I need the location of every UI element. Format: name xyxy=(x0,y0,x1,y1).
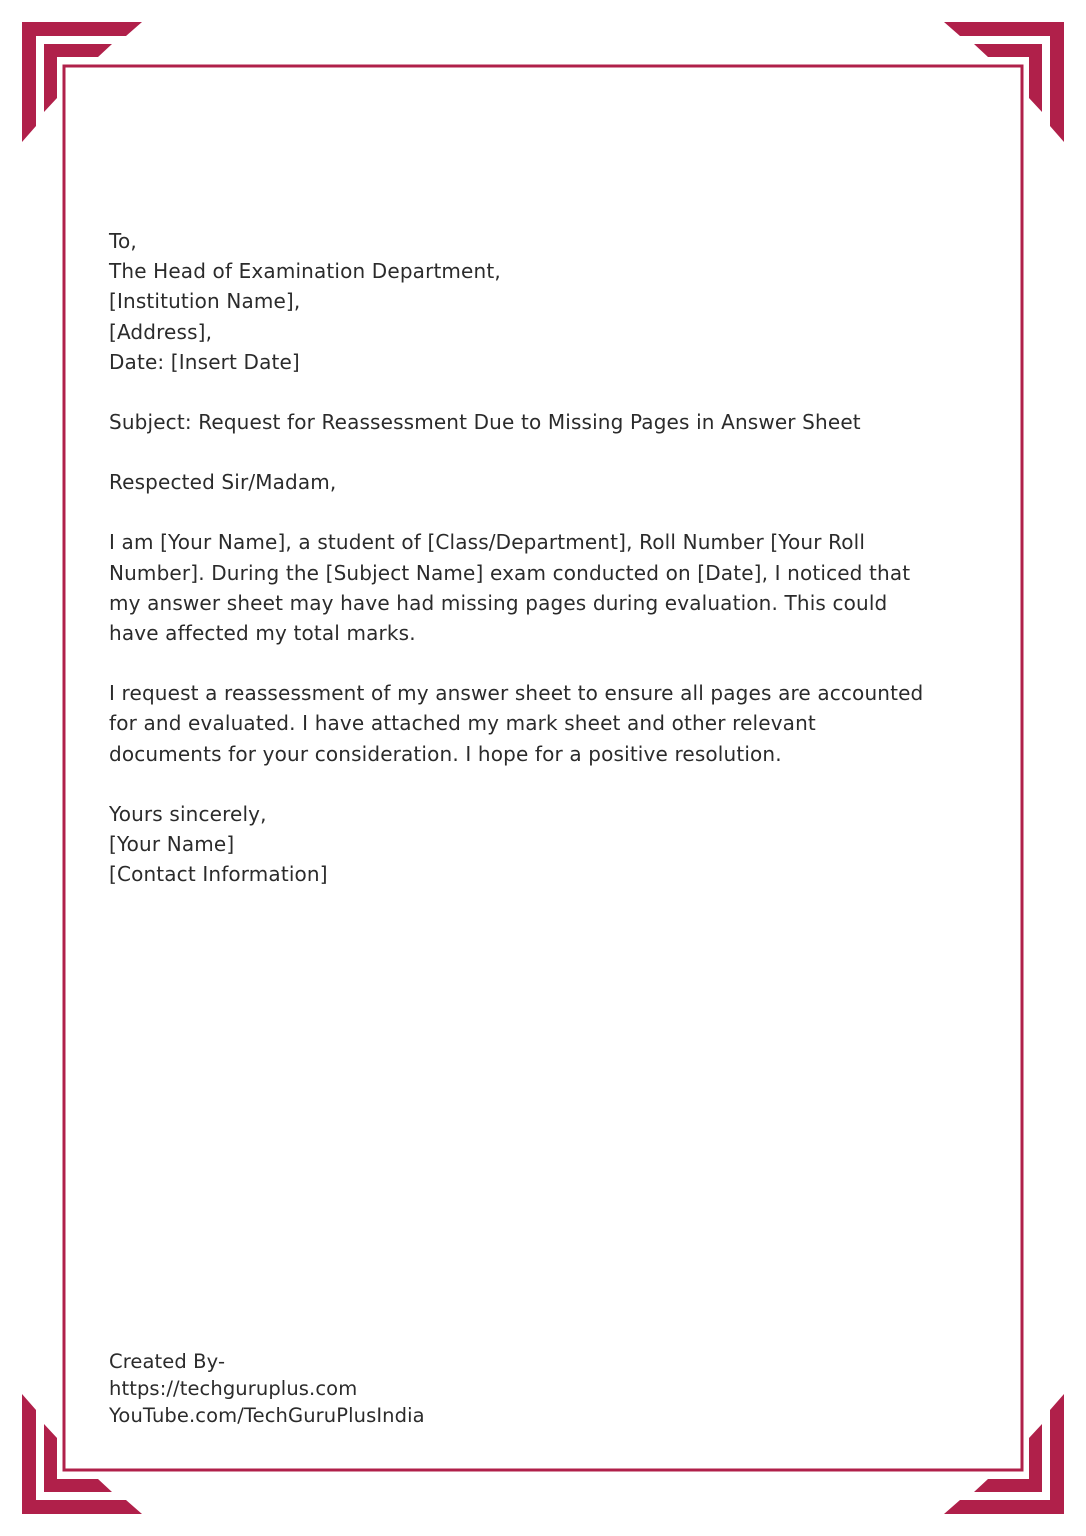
sender-contact: [Contact Information] xyxy=(109,862,328,887)
paragraph-line: documents for your consideration. I hope for a positive resolution. xyxy=(109,741,782,766)
paragraph-1 xyxy=(109,527,1009,648)
corner-ornament-bottom-right xyxy=(944,1394,1064,1514)
letter-date: Date: [Insert Date] xyxy=(109,349,300,374)
paragraph-line: for and evaluated. I have attached my mark sheet and other relevant xyxy=(109,711,816,736)
paragraph-line: have affected my total marks. xyxy=(109,621,416,646)
paragraph-line: Number]. During the [Subject Name] exam conducted on [Date], I noticed that xyxy=(109,560,911,585)
salutation: Respected Sir/Madam, xyxy=(109,470,337,495)
youtube-link[interactable]: YouTube.com/TechGuruPlusIndia xyxy=(109,1404,425,1427)
institution-name: [Institution Name], xyxy=(109,289,301,314)
corner-ornament-top-right xyxy=(944,22,1064,142)
paragraph-2 xyxy=(109,678,1009,769)
credits-footer xyxy=(109,1348,425,1429)
letter-subject: Subject: Request for Reassessment Due to Missing Pages in Answer Sheet xyxy=(109,410,861,435)
recipient-title: The Head of Examination Department, xyxy=(109,259,501,284)
website-link[interactable]: https://techguruplus.com xyxy=(109,1377,358,1400)
corner-ornament-top-left xyxy=(22,22,142,142)
closing: Yours sincerely, xyxy=(109,801,267,826)
recipient-address: [Address], xyxy=(109,319,213,344)
letter-body xyxy=(109,226,1009,889)
sender-name: [Your Name] xyxy=(109,832,235,857)
paragraph-line: I request a reassessment of my answer sheet to ensure all pages are accounted xyxy=(109,681,924,706)
paragraph-line: I am [Your Name], a student of [Class/Department], Roll Number [Your Roll xyxy=(109,530,866,555)
created-by-label: Created By- xyxy=(109,1350,226,1373)
paragraph-line: my answer sheet may have had missing pages during evaluation. This could xyxy=(109,590,888,615)
address-to: To, xyxy=(109,229,137,253)
